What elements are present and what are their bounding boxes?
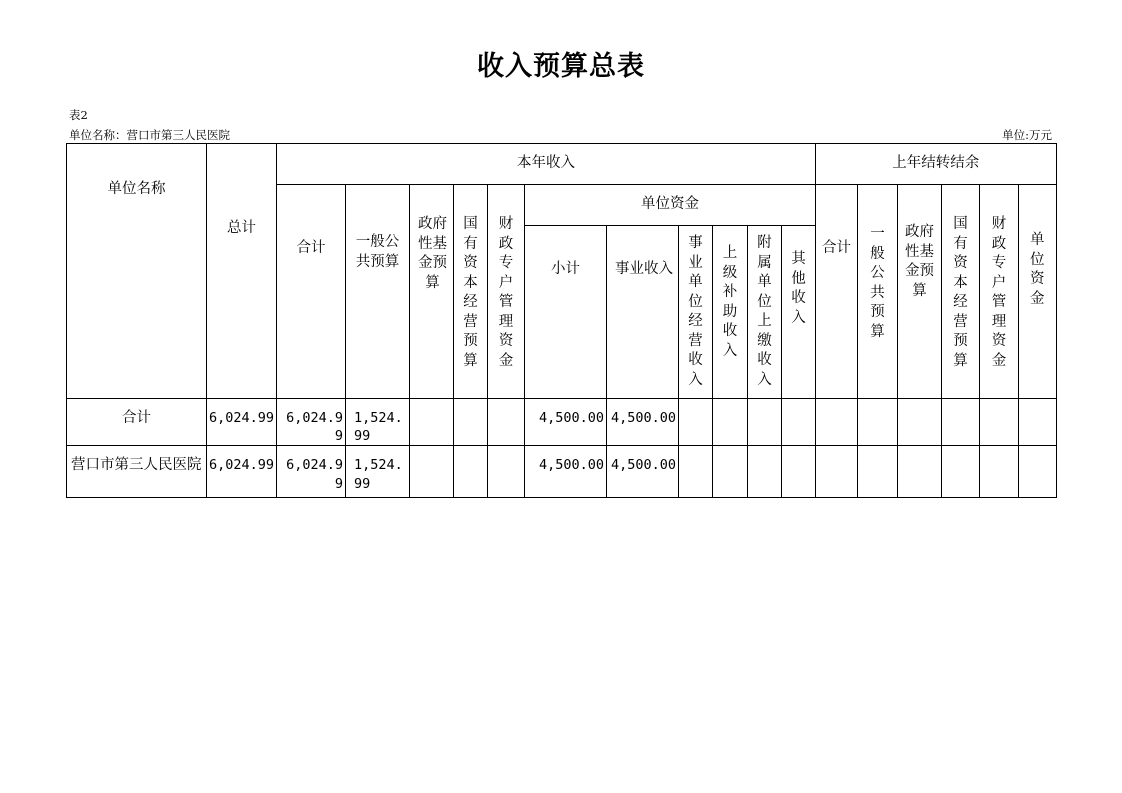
header-previous-balance: 上年结转结余 xyxy=(816,144,1057,185)
row-name: 营口市第三人民医院 xyxy=(67,446,207,498)
header-total: 总计 xyxy=(207,144,277,399)
header-gov-fund-budget: 政府性基金预算 xyxy=(410,185,454,399)
cell-prev-fiscal-special xyxy=(980,446,1019,498)
cell-state-capital xyxy=(454,446,488,498)
header-prev-gov-fund: 政府性基金预算 xyxy=(898,185,942,399)
header-subtotal: 合计 xyxy=(277,185,346,399)
cell-affiliated-payment xyxy=(748,446,782,498)
header-state-capital-budget: 国有资本经营预算 xyxy=(454,185,488,399)
cell-prev-gov-fund xyxy=(898,446,942,498)
cell-gov-fund xyxy=(410,399,454,446)
cell-prev-subtotal xyxy=(816,446,858,498)
cell-prev-unit-funds xyxy=(1019,399,1057,446)
header-prev-subtotal: 合计 xyxy=(816,185,858,399)
income-budget-table xyxy=(66,143,1057,498)
header-prev-general-public: 一般公共预算 xyxy=(858,185,898,399)
header-other-income: 其他收入 xyxy=(782,226,816,399)
unit-name-label: 单位名称：营口市第三人民医院 xyxy=(69,128,230,142)
header-business-operation-income: 事业单位经营收入 xyxy=(679,226,713,399)
header-superior-subsidy: 上级补助收入 xyxy=(713,226,748,399)
cell-fiscal-special xyxy=(488,446,525,498)
header-unit-funds: 单位资金 xyxy=(525,185,816,226)
header-unit-name: 单位名称 xyxy=(67,144,207,399)
header-prev-unit-funds: 单位资金 xyxy=(1019,185,1057,399)
cell-total: 6,024.99 xyxy=(207,446,277,498)
currency-unit: 单位:万元 xyxy=(1002,128,1052,142)
cell-prev-unit-funds xyxy=(1019,446,1057,498)
cell-prev-subtotal xyxy=(816,399,858,446)
cell-general-public: 1,524.99 xyxy=(346,446,410,498)
cell-affiliated-payment xyxy=(748,399,782,446)
cell-superior-subsidy xyxy=(713,399,748,446)
header-general-public-budget: 一般公共预算 xyxy=(346,185,410,399)
cell-prev-general xyxy=(858,399,898,446)
header-fiscal-special-funds: 财政专户管理资金 xyxy=(488,185,525,399)
header-unit-subtotal: 小计 xyxy=(525,226,607,399)
table-row xyxy=(67,446,1057,498)
cell-gov-fund xyxy=(410,446,454,498)
cell-business-operation xyxy=(679,399,713,446)
cell-unit-subtotal: 4,500.00 xyxy=(525,399,607,446)
cell-subtotal: 6,024.99 xyxy=(277,399,346,446)
cell-unit-subtotal: 4,500.00 xyxy=(525,446,607,498)
cell-general-public: 1,524.99 xyxy=(346,399,410,446)
header-business-income: 事业收入 xyxy=(607,226,679,399)
page-title: 收入预算总表 xyxy=(477,51,645,82)
cell-fiscal-special xyxy=(488,399,525,446)
header-affiliated-payment: 附属单位上缴收入 xyxy=(748,226,782,399)
table-number: 表2 xyxy=(69,108,88,122)
cell-prev-state-capital xyxy=(942,446,980,498)
cell-prev-state-capital xyxy=(942,399,980,446)
cell-business-income: 4,500.00 xyxy=(607,446,679,498)
cell-total: 6,024.99 xyxy=(207,399,277,446)
cell-superior-subsidy xyxy=(713,446,748,498)
header-prev-state-capital: 国有资本经营预算 xyxy=(942,185,980,399)
row-name: 合计 xyxy=(67,399,207,446)
cell-state-capital xyxy=(454,399,488,446)
cell-subtotal: 6,024.99 xyxy=(277,446,346,498)
header-current-year-income: 本年收入 xyxy=(277,144,816,185)
cell-business-income: 4,500.00 xyxy=(607,399,679,446)
cell-other-income xyxy=(782,399,816,446)
table-row xyxy=(67,399,1057,446)
header-prev-fiscal-special: 财政专户管理资金 xyxy=(980,185,1019,399)
cell-other-income xyxy=(782,446,816,498)
cell-prev-fiscal-special xyxy=(980,399,1019,446)
cell-prev-gov-fund xyxy=(898,399,942,446)
cell-business-operation xyxy=(679,446,713,498)
cell-prev-general xyxy=(858,446,898,498)
